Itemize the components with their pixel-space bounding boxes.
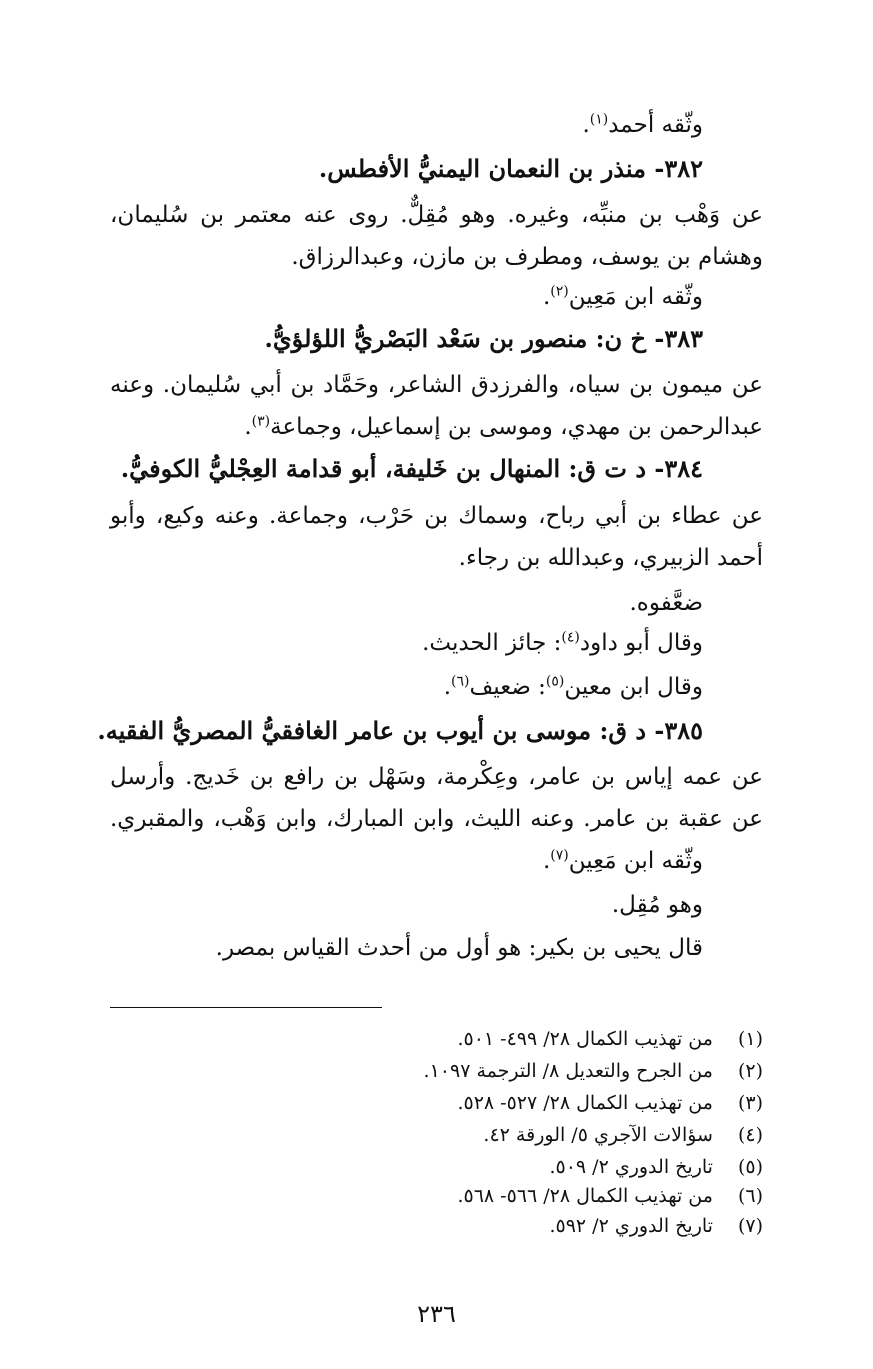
text-line — [110, 802, 763, 836]
footnote-number: (٦) — [737, 1185, 763, 1207]
text-line — [110, 410, 763, 444]
line-text: وقال ابن معين — [564, 674, 703, 700]
footnote — [110, 1121, 763, 1149]
entry-heading — [110, 152, 703, 186]
footnote-ref: (٦) — [451, 673, 470, 690]
heading-text: ٣٨٥- د ق: موسى بن أيوب بن عامر الغافقيُّ المصريُّ الفقيه. — [97, 716, 703, 745]
footnote-ref: (٤) — [561, 629, 580, 646]
line-text: وهشام بن يوسف، ومطرف بن مازن، وعبدالرزاق. — [291, 244, 763, 270]
line-text: وثّقه ابن مَعِين — [568, 848, 703, 874]
footnote-text: من تهذيب الكمال ٢٨/ ٤٩٩- ٥٠١. — [457, 1028, 713, 1050]
text-line — [110, 108, 703, 142]
footnote-number: (١) — [737, 1028, 763, 1050]
footnote-ref: (١) — [589, 111, 609, 128]
line-text: قال يحيى بن بكير: هو أول من أحدث القياس بمصر. — [215, 935, 703, 961]
footnote-text: تاريخ الدوري ٢/ ٥٠٩. — [549, 1156, 713, 1178]
line-text: وثّقه ابن مَعِين — [568, 284, 703, 310]
text-line — [110, 499, 763, 533]
footnote-number: (٥) — [737, 1156, 763, 1178]
footnote-text: من تهذيب الكمال ٢٨/ ٥٢٧- ٥٢٨. — [457, 1092, 713, 1114]
page-number: ٢٣٦ — [417, 1300, 456, 1328]
line-text: عن ميمون بن سياه، والفرزدق الشاعر، وحَمَّاد بن أبي سُليمان. وعنه — [110, 372, 763, 398]
text-line — [110, 280, 703, 314]
line-text: أحمد الزبيري، وعبدالله بن رجاء. — [458, 545, 763, 571]
entry-heading — [97, 714, 703, 748]
text-line — [110, 931, 703, 965]
heading-text: ٣٨٢- منذر بن النعمان اليمنيُّ الأفطس. — [318, 154, 703, 183]
line-text-tail: . — [542, 848, 551, 874]
footnote-number: (٢) — [737, 1060, 763, 1082]
footnote-ref: (٣) — [251, 413, 271, 430]
line-text: وثّقه أحمد — [608, 112, 703, 138]
footnote-ref: (٢) — [550, 283, 569, 300]
footnote — [110, 1182, 763, 1210]
footnote — [110, 1057, 763, 1085]
footnote — [110, 1025, 763, 1053]
text-line — [110, 198, 763, 232]
text-line — [110, 888, 703, 922]
footnote-ref: (٧) — [550, 847, 569, 864]
footnote-number: (٣) — [737, 1092, 763, 1114]
text-line — [110, 670, 703, 704]
footnote-text: من الجرح والتعديل ٨/ الترجمة ١٠٩٧. — [423, 1060, 713, 1082]
line-text: ضعَّفوه. — [629, 590, 703, 616]
footnote — [110, 1212, 763, 1240]
line-text: عن وَهْب بن منبِّه، وغيره. وهو مُقِلٌّ. روى عنه معتمر بن سُليمان، — [110, 202, 763, 228]
text-line — [110, 586, 703, 620]
footnote-text: تاريخ الدوري ٢/ ٥٩٢. — [549, 1215, 713, 1237]
line-text-tail: : ضعيف — [469, 674, 546, 700]
line-text-tail: . — [443, 674, 452, 700]
text-line — [110, 844, 703, 878]
footnote — [110, 1089, 763, 1117]
footnote-text: سؤالات الآجري ٥/ الورقة ٤٢. — [483, 1124, 713, 1146]
footnote-ref: (٥) — [545, 673, 565, 690]
line-text: وقال أبو داود — [579, 630, 703, 656]
footnote — [110, 1153, 763, 1181]
footnote-number: (٧) — [737, 1215, 763, 1237]
line-text: عن عمه إياس بن عامر، وعِكْرمة، وسَهْل بن رافع بن خَديج. وأرسل — [110, 764, 763, 790]
heading-text: ٣٨٣- خ ن: منصور بن سَعْد البَصْريُّ اللؤلؤيُّ. — [264, 324, 703, 353]
text-line — [110, 368, 763, 402]
entry-heading — [110, 322, 703, 356]
text-line — [110, 240, 763, 274]
entry-heading — [110, 452, 703, 486]
line-text-tail: . — [244, 414, 252, 440]
line-text: وهو مُقِل. — [611, 892, 703, 918]
line-text-tail: . — [582, 112, 590, 138]
line-text: عن عقبة بن عامر. وعنه الليث، وابن المبارك، وابن وَهْب، والمقبري. — [110, 806, 763, 832]
line-text: عن عطاء بن أبي رباح، وسماك بن حَرْب، وجماعة. وعنه وكيع، وأبو — [110, 503, 763, 529]
text-line — [110, 626, 703, 660]
text-line — [110, 760, 763, 794]
line-text-tail: : جائز الحديث. — [422, 630, 562, 656]
footnote-text: من تهذيب الكمال ٢٨/ ٥٦٦- ٥٦٨. — [457, 1185, 713, 1207]
text-line — [110, 541, 763, 575]
footnote-number: (٤) — [737, 1124, 763, 1146]
line-text: عبدالرحمن بن مهدي، وموسى بن إسماعيل، وجماعة — [270, 414, 763, 440]
heading-text: ٣٨٤- د ت ق: المنهال بن خَليفة، أبو قدامة العِجْليُّ الكوفيُّ. — [120, 454, 703, 483]
line-text-tail: . — [542, 284, 551, 310]
footnote-separator — [110, 1007, 382, 1008]
